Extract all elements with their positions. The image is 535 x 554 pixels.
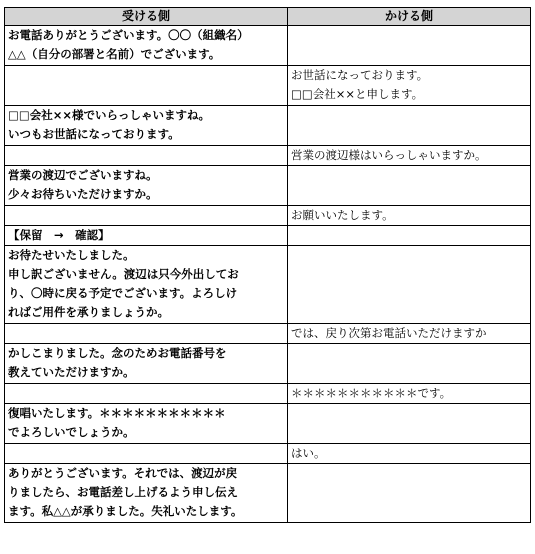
receiver-line: お電話ありがとうございます。〇〇（組織名）: [8, 28, 249, 42]
caller-cell: [288, 324, 531, 344]
caller-cell: [288, 444, 531, 464]
receiver-cell: [5, 384, 288, 404]
receiver-cell: [5, 106, 288, 146]
receiver-cell: [5, 166, 288, 206]
caller-cell: [288, 384, 531, 404]
caller-cell: [288, 106, 531, 146]
receiver-cell: [5, 226, 288, 246]
receiver-line: 営業の渡辺でございますね。: [8, 168, 158, 182]
table-row: [5, 66, 531, 106]
receiver-line: 【保留 → 確認】: [8, 228, 110, 242]
table-row: [5, 324, 531, 344]
table-row: [5, 26, 531, 66]
receiver-cell: [5, 246, 288, 324]
caller-cell: [288, 166, 531, 206]
receiver-cell: [5, 464, 288, 523]
caller-line: お世話になっております。: [291, 68, 429, 82]
caller-cell: [288, 66, 531, 106]
receiver-cell: [5, 146, 288, 166]
receiver-line: ます。私△△が承りました。失礼いたします。: [8, 504, 243, 518]
table-row: [5, 384, 531, 404]
receiver-cell: [5, 66, 288, 106]
caller-cell: [288, 206, 531, 226]
caller-line: ＊＊＊＊＊＊＊＊＊＊＊です。: [291, 386, 452, 400]
header-row: [5, 8, 531, 26]
caller-cell: [288, 26, 531, 66]
table-row: [5, 246, 531, 324]
receiver-line: お待たせいたしました。: [8, 248, 135, 262]
receiver-line: かしこまりました。念のためお電話番号を: [8, 346, 227, 360]
caller-line: 営業の渡辺様はいらっしゃいますか。: [291, 148, 487, 162]
caller-cell: [288, 226, 531, 246]
receiver-line: り、〇時に戻る予定でございます。よろしけ: [8, 286, 238, 300]
caller-cell: [288, 146, 531, 166]
table-row: [5, 106, 531, 146]
receiver-line: 教えていただけますか。: [8, 365, 135, 379]
receiver-cell: [5, 26, 288, 66]
receiver-line: でよろしいでしょうか。: [8, 425, 135, 439]
table-row: [5, 226, 531, 246]
receiver-cell: [5, 324, 288, 344]
receiver-line: △△（自分の部署と名前）でございます。: [8, 47, 221, 61]
table-row: [5, 146, 531, 166]
caller-cell: [288, 464, 531, 523]
receiver-line: りましたら、お電話差し上げるよう申し伝え: [8, 485, 238, 499]
caller-header: かける側: [288, 8, 531, 26]
caller-line: はい。: [291, 446, 326, 460]
receiver-cell: [5, 206, 288, 226]
table-row: [5, 206, 531, 226]
caller-cell: [288, 404, 531, 444]
receiver-line: □□会社××様でいらっしゃいますね。: [8, 108, 211, 122]
receiver-line: ればご用件を承りましょうか。: [8, 305, 169, 319]
script-body: [5, 26, 531, 523]
receiver-cell: [5, 444, 288, 464]
receiver-header: 受ける側: [5, 8, 288, 26]
caller-line: お願いいたします。: [291, 208, 394, 222]
table-row: [5, 444, 531, 464]
receiver-cell: [5, 344, 288, 384]
table-row: [5, 344, 531, 384]
receiver-line: 復唱いたします。＊＊＊＊＊＊＊＊＊＊＊: [8, 406, 226, 420]
table-row: [5, 404, 531, 444]
receiver-line: 少々お待ちいただけますか。: [8, 187, 158, 201]
caller-line: □□会社××と申します。: [291, 87, 424, 101]
receiver-line: いつもお世話になっております。: [8, 127, 180, 141]
caller-cell: [288, 246, 531, 324]
caller-line: では、戻り次第お電話いただけますか: [291, 326, 487, 340]
table-row: [5, 166, 531, 206]
phone-script-table: [4, 7, 531, 523]
caller-cell: [288, 344, 531, 384]
receiver-cell: [5, 404, 288, 444]
table-row: [5, 464, 531, 523]
receiver-line: ありがとうございます。それでは、渡辺が戻: [8, 466, 238, 480]
receiver-line: 申し訳ございません。渡辺は只今外出してお: [8, 267, 239, 281]
